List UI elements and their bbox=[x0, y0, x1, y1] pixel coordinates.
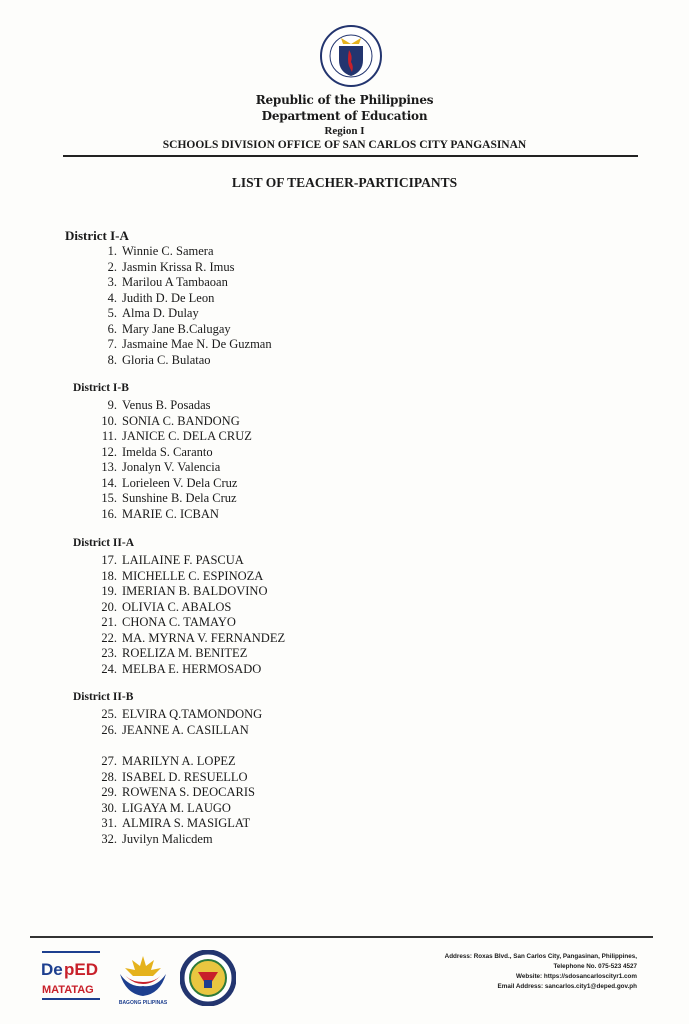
district-section bbox=[73, 537, 286, 676]
item-number: 18. bbox=[101, 568, 117, 583]
participant-name: Gloria C. Bulatao bbox=[122, 352, 211, 367]
list-item bbox=[67, 569, 263, 584]
list-item bbox=[67, 507, 219, 522]
deped-matatag-logo bbox=[38, 950, 104, 1006]
list-item bbox=[67, 244, 214, 259]
list-item bbox=[67, 553, 244, 568]
item-number: 9. bbox=[107, 398, 117, 412]
participant-name: LIGAYA M. LAUGO bbox=[122, 800, 231, 815]
footer-email[interactable]: Email Address: sancarlos.city1@deped.gov.ph bbox=[497, 983, 637, 990]
list-item bbox=[67, 754, 236, 769]
item-number: 13. bbox=[101, 460, 117, 474]
list-item bbox=[67, 460, 220, 475]
list-item bbox=[67, 429, 252, 444]
participant-name: ELVIRA Q.TAMONDONG bbox=[122, 707, 263, 721]
svg-text:pED: pED bbox=[64, 960, 98, 979]
republic-heading: Republic of the Philippines bbox=[255, 93, 434, 107]
item-number: 17. bbox=[101, 553, 117, 567]
item-number: 26. bbox=[101, 722, 117, 737]
participant-name: Imelda S. Caranto bbox=[122, 444, 213, 459]
item-number: 29. bbox=[101, 785, 117, 799]
list-item bbox=[67, 291, 214, 306]
participant-name: CHONA C. TAMAYO bbox=[122, 615, 236, 629]
participant-name: Mary Jane B.Calugay bbox=[122, 321, 231, 336]
list-item bbox=[67, 832, 213, 847]
list-item bbox=[67, 770, 248, 785]
participant-name: MA. MYRNA V. FERNANDEZ bbox=[122, 630, 286, 645]
item-number: 24. bbox=[101, 661, 117, 676]
office-heading: SCHOOLS DIVISION OFFICE OF SAN CARLOS CITY PANGASINAN bbox=[162, 139, 527, 151]
participant-name: JANICE C. DELA CRUZ bbox=[122, 429, 252, 443]
list-item bbox=[67, 476, 237, 491]
item-number: 30. bbox=[101, 800, 117, 815]
participant-name: Sunshine B. Dela Cruz bbox=[122, 491, 237, 505]
participant-name: Marilou A Tambaoan bbox=[122, 275, 228, 289]
footer-telephone: Telephone No. 075-523 4527 bbox=[553, 963, 637, 970]
item-number: 8. bbox=[107, 352, 117, 367]
district-heading: District I-B bbox=[73, 382, 129, 394]
participant-name: Judith D. De Leon bbox=[122, 290, 215, 305]
participant-name: Lorieleen V. Dela Cruz bbox=[122, 475, 238, 490]
item-number: 19. bbox=[101, 584, 117, 598]
svg-text:BAGONG PILIPINAS: BAGONG PILIPINAS bbox=[118, 1000, 168, 1006]
item-number: 12. bbox=[101, 444, 117, 459]
list-item bbox=[67, 631, 285, 646]
participant-name: MICHELLE C. ESPINOZA bbox=[122, 568, 264, 583]
participant-name: SONIA C. BANDONG bbox=[122, 413, 240, 428]
list-item bbox=[67, 723, 249, 738]
item-number: 22. bbox=[101, 630, 117, 645]
department-heading: Department of Education bbox=[261, 109, 428, 123]
district-section bbox=[65, 228, 272, 367]
item-number: 14. bbox=[101, 475, 117, 490]
item-number: 5. bbox=[107, 306, 117, 320]
district-section bbox=[73, 691, 263, 846]
list-item bbox=[67, 275, 228, 290]
list-item bbox=[67, 615, 236, 630]
list-item bbox=[67, 801, 231, 816]
list-item bbox=[67, 584, 267, 599]
list-item bbox=[67, 816, 250, 831]
item-number: 27. bbox=[101, 754, 117, 768]
list-item bbox=[67, 398, 211, 413]
list-item bbox=[67, 785, 255, 800]
item-number: 23. bbox=[101, 646, 117, 660]
footer-divider bbox=[30, 936, 653, 938]
item-number: 3. bbox=[107, 275, 117, 289]
participant-name: Juvilyn Malicdem bbox=[122, 831, 213, 846]
list-item bbox=[67, 260, 235, 275]
list-item bbox=[67, 662, 261, 677]
item-number: 16. bbox=[101, 506, 117, 521]
item-number: 4. bbox=[107, 290, 117, 305]
district-heading: District II-A bbox=[73, 537, 134, 549]
item-number: 25. bbox=[101, 707, 117, 721]
footer-address: Address: Roxas Blvd., San Carlos City, Pangasinan, Philippines, bbox=[444, 953, 637, 960]
item-number: 20. bbox=[101, 599, 117, 614]
list-item bbox=[67, 353, 211, 368]
svg-text:MATATAG: MATATAG bbox=[42, 984, 94, 996]
region-heading: Region I bbox=[324, 125, 365, 137]
participant-name: ALMIRA S. MASIGLAT bbox=[122, 816, 251, 830]
participant-name: Alma D. Dulay bbox=[122, 306, 199, 320]
participant-name: ROWENA S. DEOCARIS bbox=[122, 785, 255, 799]
participant-name: MARIE C. ICBAN bbox=[122, 506, 219, 521]
item-number: 31. bbox=[101, 816, 117, 830]
participant-name: ISABEL D. RESUELLO bbox=[122, 769, 248, 784]
participant-name: LAILAINE F. PASCUA bbox=[122, 553, 244, 567]
participant-name: Jasmaine Mae N. De Guzman bbox=[122, 337, 272, 351]
participant-name: Venus B. Posadas bbox=[122, 398, 211, 412]
list-item bbox=[67, 600, 231, 615]
header-divider bbox=[63, 155, 638, 157]
item-number: 6. bbox=[107, 321, 117, 336]
list-item bbox=[67, 491, 237, 506]
sdo-san-carlos-seal-logo bbox=[180, 950, 236, 1006]
list-item bbox=[67, 322, 231, 337]
list-item bbox=[67, 306, 199, 321]
svg-text:De: De bbox=[41, 960, 63, 979]
item-number: 15. bbox=[101, 491, 117, 505]
deped-seal-logo bbox=[319, 24, 383, 88]
participant-name: Winnie C. Samera bbox=[122, 244, 214, 258]
participant-name: JEANNE A. CASILLAN bbox=[122, 722, 249, 737]
participant-name: IMERIAN B. BALDOVINO bbox=[122, 584, 268, 598]
district-heading: District II-B bbox=[73, 691, 134, 703]
participant-name: MARILYN A. LOPEZ bbox=[122, 754, 236, 768]
list-item bbox=[67, 646, 247, 661]
item-number: 28. bbox=[101, 769, 117, 784]
item-number: 11. bbox=[101, 429, 117, 443]
list-item bbox=[67, 445, 213, 460]
item-number: 10. bbox=[101, 413, 117, 428]
district-section bbox=[73, 382, 252, 521]
bagong-pilipinas-logo bbox=[116, 952, 170, 1006]
participant-name: Jonalyn V. Valencia bbox=[122, 460, 221, 474]
item-number: 21. bbox=[101, 615, 117, 629]
item-number: 7. bbox=[107, 337, 117, 351]
footer-website[interactable]: Website: https://sdosancarloscityr1.com bbox=[516, 973, 637, 980]
document-title: LIST OF TEACHER-PARTICIPANTS bbox=[231, 175, 458, 190]
list-item bbox=[67, 337, 272, 352]
item-number: 1. bbox=[107, 244, 117, 258]
list-item bbox=[67, 414, 240, 429]
participant-name: Jasmin Krissa R. Imus bbox=[122, 259, 235, 274]
participant-name: OLIVIA C. ABALOS bbox=[122, 599, 232, 614]
item-number: 2. bbox=[107, 259, 117, 274]
list-item bbox=[67, 707, 262, 722]
participant-name: MELBA E. HERMOSADO bbox=[122, 661, 262, 676]
item-number: 32. bbox=[101, 831, 117, 846]
participant-name: ROELIZA M. BENITEZ bbox=[122, 646, 248, 660]
district-heading: District I-A bbox=[65, 228, 129, 243]
